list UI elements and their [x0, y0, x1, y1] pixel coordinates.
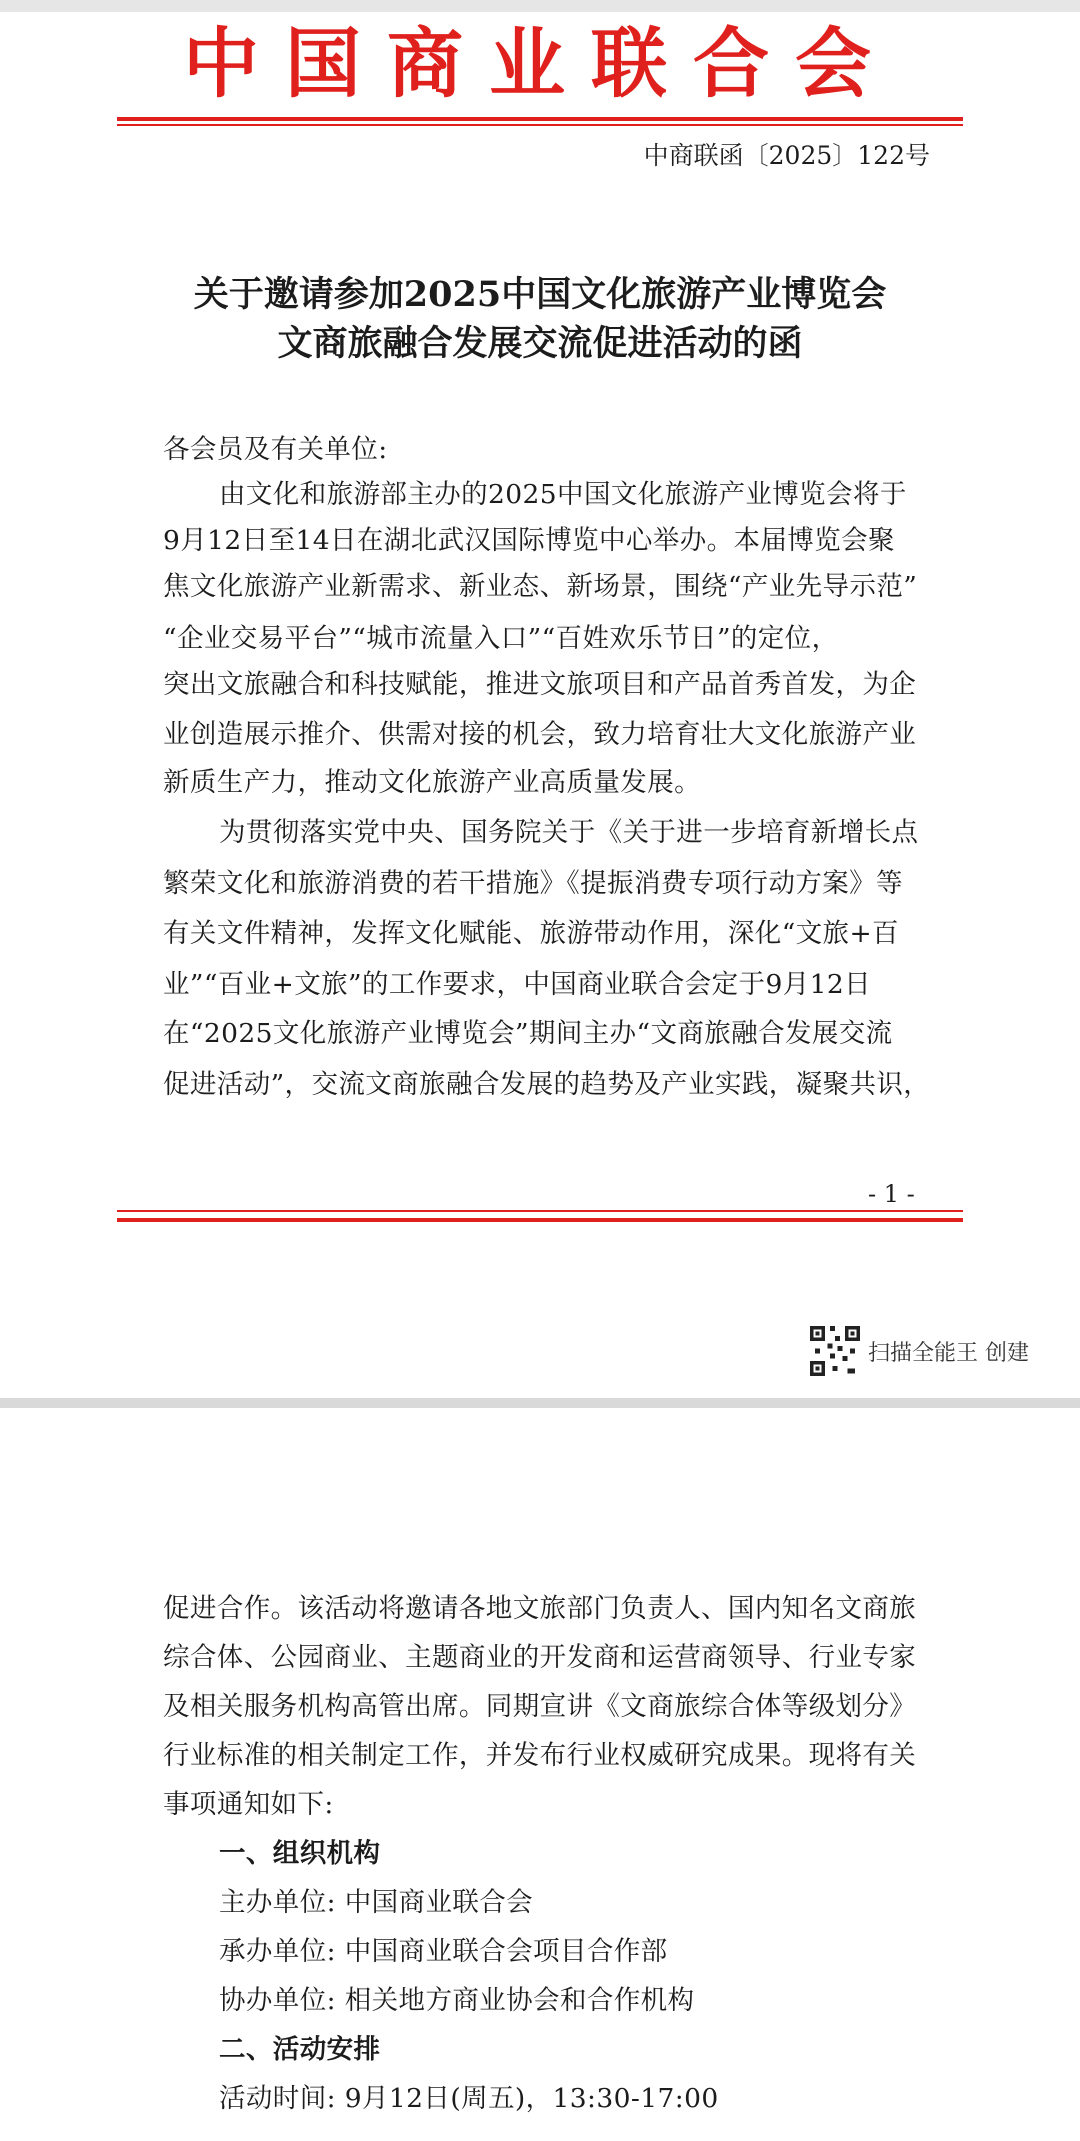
body-line: 行业标准的相关制定工作，并发布行业权威研究成果。现将有关	[163, 1740, 917, 1771]
masthead-divider-thin	[117, 124, 963, 126]
document-number: 中商联函〔2025〕122号	[643, 141, 930, 170]
qr-code-icon	[810, 1326, 860, 1376]
body-line: 繁荣文化和旅游消费的若干措施》《提振消费专项行动方案》等	[163, 868, 903, 899]
body-line: 业创造展示推介、供需对接的机会，致力培育壮大文化旅游产业	[163, 719, 917, 750]
document-title-line-1: 关于邀请参加2025中国文化旅游产业博览会	[193, 274, 887, 315]
footer-divider-thin	[117, 1210, 963, 1212]
body-line: “企业交易平台”“城市流量入口”“百姓欢乐节日”的定位，	[163, 623, 839, 654]
body-line: 由文化和旅游部主办的2025中国文化旅游产业博览会将于	[219, 479, 907, 510]
body-line: 有关文件精神，发挥文化赋能、旅游带动作用，深化“文旅+百	[163, 918, 899, 949]
masthead-divider	[117, 117, 963, 121]
undertaker-line: 承办单位: 中国商业联合会项目合作部	[219, 1936, 668, 1967]
event-time-line: 活动时间: 9月12日(周五)，13:30-17:00	[219, 2083, 719, 2114]
body-line: 新质生产力，推动文化旅游产业高质量发展。	[163, 767, 701, 798]
section-heading-organization: 一、组织机构	[219, 1838, 381, 1869]
scan-border	[0, 0, 1080, 12]
body-line: 及相关服务机构高管出席。同期宣讲《文商旅综合体等级划分》	[163, 1691, 917, 1722]
page-separator	[0, 1398, 1080, 1408]
body-line: 在“2025文化旅游产业博览会”期间主办“文商旅融合发展交流	[163, 1018, 893, 1049]
salutation: 各会员及有关单位:	[163, 434, 388, 465]
footer-divider	[117, 1218, 963, 1222]
scanner-watermark-text: 扫描全能王 创建	[868, 1340, 1029, 1366]
page-number: - 1 -	[868, 1180, 915, 1208]
body-line: 为贯彻落实党中央、国务院关于《关于进一步培育新增长点	[219, 817, 919, 848]
letterhead-masthead: 中国商业联合会	[183, 19, 897, 108]
organizer-line: 主办单位: 中国商业联合会	[219, 1887, 534, 1918]
body-line: 促进合作。该活动将邀请各地文旅部门负责人、国内知名文商旅	[163, 1593, 917, 1624]
body-line: 综合体、公园商业、主题商业的开发商和运营商领导、行业专家	[163, 1642, 917, 1673]
scanner-watermark	[810, 1326, 1029, 1376]
body-line: 突出文旅融合和科技赋能，推进文旅项目和产品首秀首发，为企	[163, 669, 917, 700]
body-line: 促进活动”，交流文商旅融合发展的趋势及产业实践，凝聚共识，	[163, 1069, 931, 1100]
body-line: 事项通知如下:	[163, 1789, 334, 1820]
body-line: 焦文化旅游产业新需求、新业态、新场景，围绕“产业先导示范”	[163, 571, 918, 602]
document-title-line-2: 文商旅融合发展交流促进活动的函	[277, 323, 803, 364]
body-line: 9月12日至14日在湖北武汉国际博览中心举办。本届博览会聚	[163, 525, 895, 556]
document-page-2	[0, 1408, 1080, 2141]
co-organizer-line: 协办单位: 相关地方商业协会和合作机构	[219, 1985, 695, 2016]
body-line: 业”“百业+文旅”的工作要求，中国商业联合会定于9月12日	[163, 969, 872, 1000]
section-heading-schedule: 二、活动安排	[219, 2034, 381, 2065]
